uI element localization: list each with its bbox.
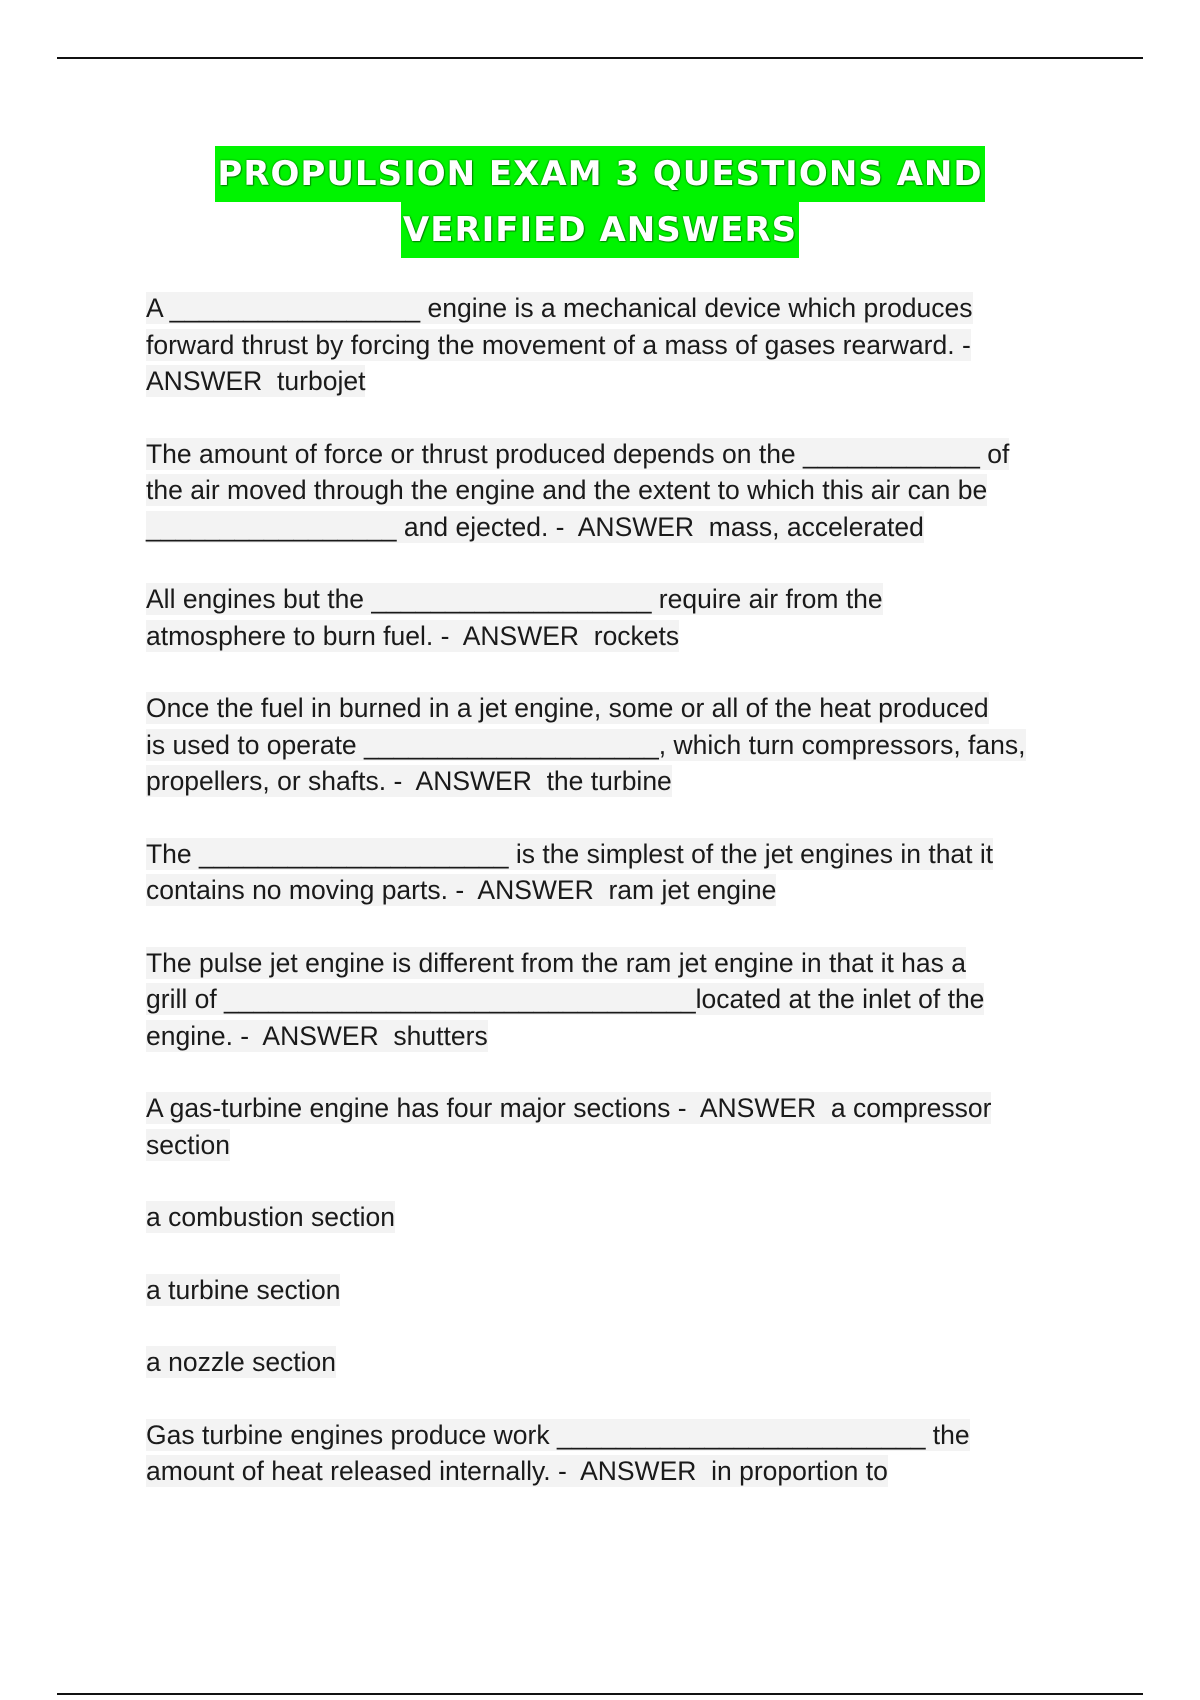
- qa-item-6: [146, 945, 1066, 1055]
- title-line-2: VERIFIED ANSWERS: [401, 202, 799, 258]
- qa-item-text: All engines but the ___________________ require air from the atmosphere to burn fuel. - ANSWER rockets: [146, 584, 883, 651]
- qa-item-2: [146, 436, 1066, 546]
- qa-item-10: [146, 1344, 1066, 1381]
- qa-item-text: Gas turbine engines produce work _________________________ the amount of heat released internally. - ANSWER in proportion to: [146, 1419, 970, 1486]
- qa-item-text: The pulse jet engine is different from the ram jet engine in that it has a grill of ________________________________located at the inlet of the engine. - ANSWER shutters: [146, 947, 985, 1051]
- title-line-1: PROPULSION EXAM 3 QUESTIONS AND: [215, 146, 984, 202]
- top-divider: [57, 57, 1143, 59]
- document-body: [146, 290, 1066, 1526]
- bottom-divider: [57, 1693, 1143, 1695]
- qa-item-text: The amount of force or thrust produced depends on the ____________ of the air moved through the engine and the extent to which this air can be _________________ and ejected. - ANSWER mass, accelerated: [146, 438, 1010, 542]
- qa-item-text: a combustion section: [146, 1202, 395, 1232]
- qa-item-4: [146, 690, 1066, 800]
- qa-item-text: A _________________ engine is a mechanical device which produces forward thrust by forcing the movement of a mass of gases rearward. - ANSWER turbojet: [146, 293, 973, 396]
- qa-item-9: [146, 1272, 1066, 1309]
- qa-item-text: Once the fuel in burned in a jet engine, some or all of the heat produced is used to operate ____________________, which turn compressors, fans, propellers, or shafts. - ANSWER the turbine: [146, 693, 1026, 796]
- qa-item-3: [146, 581, 1066, 654]
- qa-item-text: a nozzle section: [146, 1347, 337, 1377]
- qa-item-11: [146, 1417, 1066, 1490]
- qa-item-text: A gas-turbine engine has four major sections - ANSWER a compressor section: [146, 1093, 992, 1160]
- qa-item-7: [146, 1090, 1066, 1163]
- qa-item-1: [146, 290, 1066, 400]
- qa-item-5: [146, 836, 1066, 909]
- document-title: [0, 146, 1200, 258]
- qa-item-text: The _____________________ is the simplest of the jet engines in that it contains no moving parts. - ANSWER ram jet engine: [146, 838, 994, 905]
- qa-item-8: [146, 1199, 1066, 1236]
- qa-item-text: a turbine section: [146, 1274, 341, 1305]
